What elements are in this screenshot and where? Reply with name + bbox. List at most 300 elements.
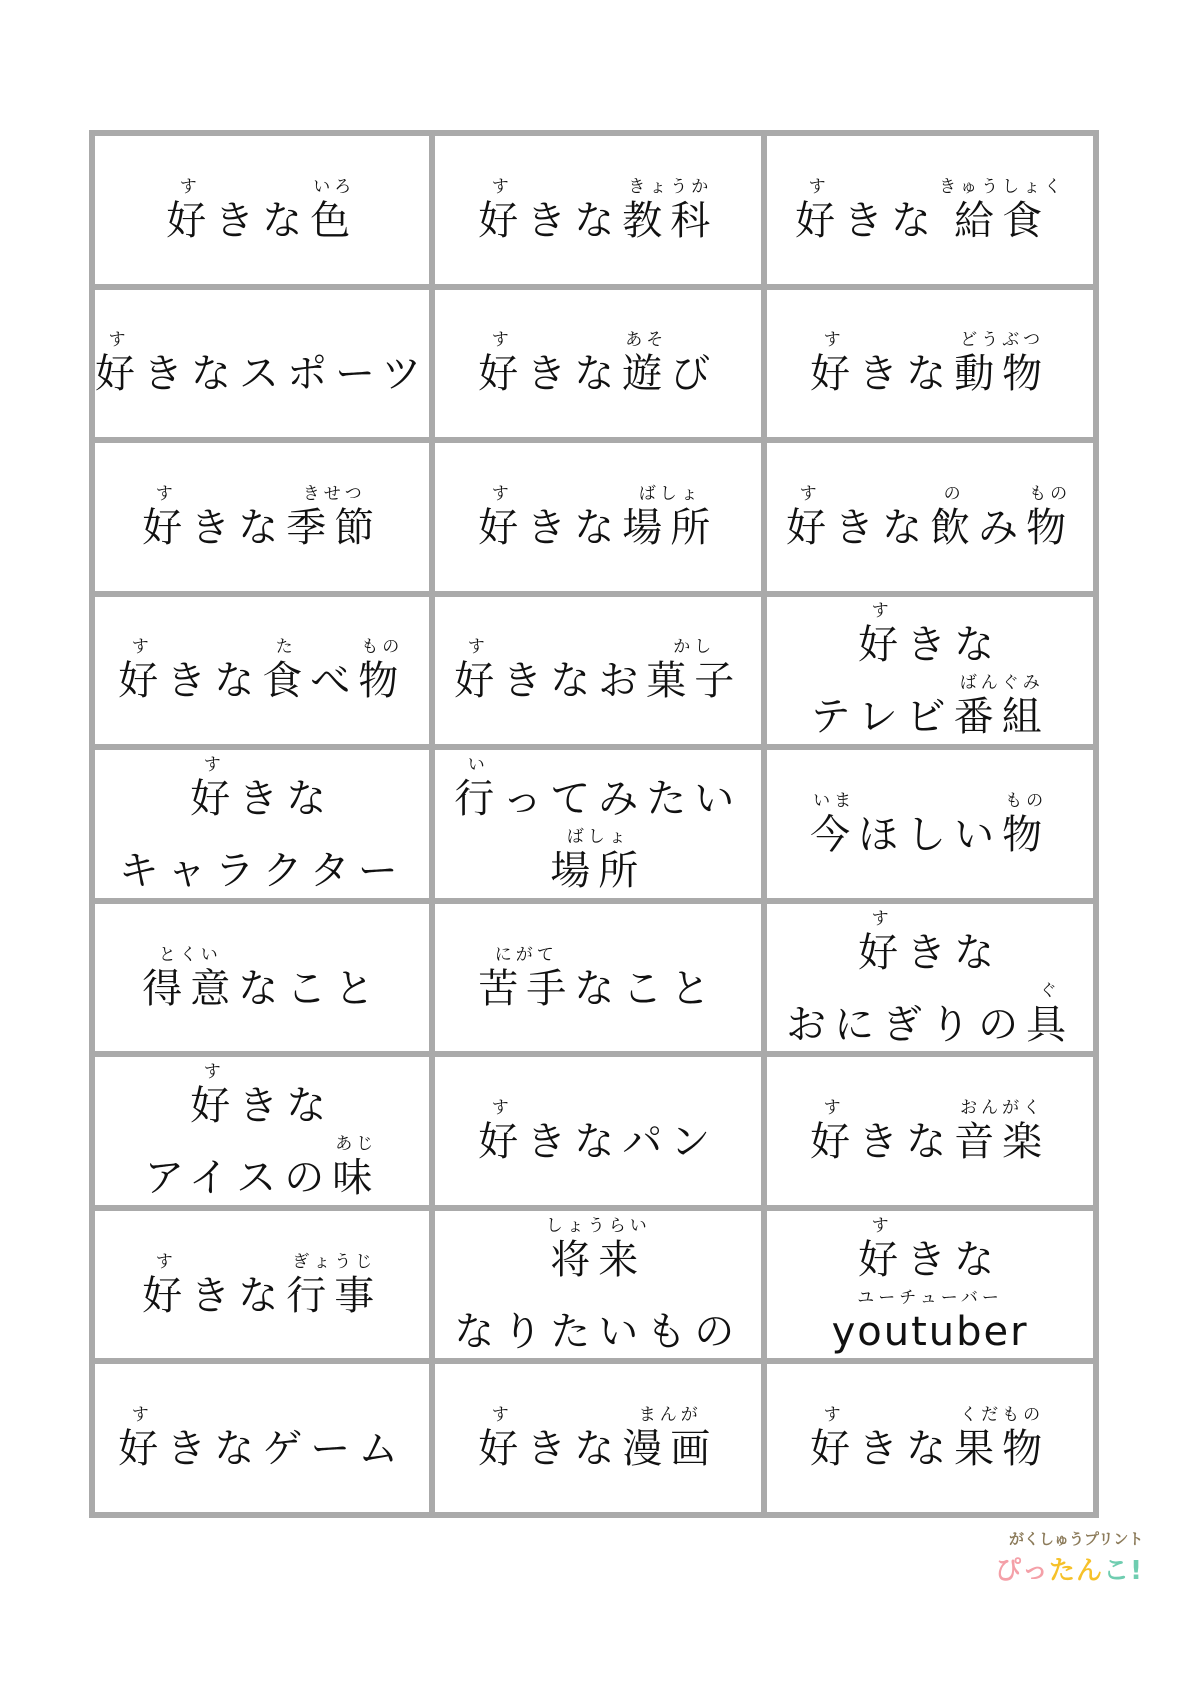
card-text-line xyxy=(810,1404,1050,1472)
furigana: あじ xyxy=(335,1134,378,1155)
card-text: 場所 xyxy=(622,504,719,551)
ruby-segment xyxy=(478,176,526,244)
card-text: 好 xyxy=(95,351,143,398)
card-text: テレビ xyxy=(810,694,954,741)
furigana xyxy=(925,790,934,812)
card-text: きな xyxy=(843,197,940,244)
logo-char: ぴ xyxy=(995,1556,1023,1586)
card-text: ってみたい xyxy=(502,775,743,822)
card-text: きな xyxy=(238,775,335,822)
card-text: おにぎりの xyxy=(786,1001,1027,1048)
card-text: 給食 xyxy=(954,197,1051,244)
ruby-segment xyxy=(930,483,978,551)
card-text: 好 xyxy=(142,504,191,551)
furigana: す xyxy=(491,1098,513,1119)
furigana xyxy=(570,329,579,351)
topic-card[interactable] xyxy=(435,1364,761,1512)
furigana xyxy=(949,1215,958,1237)
furigana xyxy=(901,329,910,351)
topic-card[interactable] xyxy=(767,1057,1093,1205)
ruby-segment xyxy=(1026,483,1074,551)
card-text: 今 xyxy=(810,811,859,858)
card-text-line xyxy=(832,1287,1029,1355)
card-text: きな xyxy=(190,1272,287,1319)
card-text: youtuber xyxy=(831,1308,1029,1355)
card-text: アイスの xyxy=(144,1155,333,1202)
topic-card[interactable] xyxy=(95,1211,429,1359)
ruby-segment xyxy=(142,483,190,551)
ruby-segment xyxy=(286,483,382,551)
text-segment xyxy=(906,1215,1002,1283)
card-text-line xyxy=(118,636,406,704)
text-segment xyxy=(858,1404,954,1472)
topic-card[interactable] xyxy=(767,1364,1093,1512)
furigana xyxy=(282,1061,291,1083)
card-text-line xyxy=(810,790,1050,858)
card-text-line xyxy=(478,176,718,244)
card-text: 好 xyxy=(810,351,859,398)
furigana xyxy=(258,176,267,198)
text-segment xyxy=(526,1404,622,1472)
card-text-line xyxy=(454,1287,742,1355)
furigana: す xyxy=(823,330,845,351)
card-grid xyxy=(89,130,1099,1518)
card-text: 物 xyxy=(1002,811,1051,858)
text-segment xyxy=(526,483,622,551)
card-text: び xyxy=(670,351,719,398)
logo-wordmark xyxy=(995,1550,1143,1587)
ruby-segment xyxy=(454,636,502,704)
text-segment xyxy=(144,1133,332,1201)
topic-card[interactable] xyxy=(95,290,429,438)
furigana xyxy=(949,908,958,930)
furigana: す xyxy=(871,601,893,622)
ruby-segment xyxy=(858,908,906,976)
card-text-line xyxy=(795,176,1065,244)
card-text: キャラクター xyxy=(118,847,406,894)
furigana: す xyxy=(491,483,513,504)
topic-card[interactable] xyxy=(435,597,761,745)
card-text: きな xyxy=(214,197,311,244)
furigana: あそ xyxy=(625,330,668,351)
ruby-segment xyxy=(190,1061,238,1129)
furigana: とくい xyxy=(158,944,222,965)
text-segment xyxy=(190,1251,286,1319)
furigana: す xyxy=(108,330,130,351)
card-text: きな xyxy=(906,1236,1003,1283)
card-text: きな xyxy=(858,351,955,398)
ruby-segment xyxy=(832,1287,1029,1355)
furigana xyxy=(690,329,699,351)
text-segment xyxy=(502,754,742,822)
card-text: きなゲーム xyxy=(166,1426,407,1473)
furigana: もの xyxy=(361,637,404,658)
topic-card[interactable] xyxy=(95,443,429,591)
furigana: す xyxy=(179,176,201,197)
brand-logo xyxy=(995,1528,1145,1590)
card-text-line xyxy=(118,1404,406,1472)
text-segment xyxy=(454,1287,742,1355)
ruby-segment xyxy=(310,176,358,244)
furigana: くだもの xyxy=(960,1405,1045,1426)
card-text-line xyxy=(858,600,1002,668)
card-text-line xyxy=(478,329,718,397)
card-text: 得意 xyxy=(142,965,239,1012)
card-text: 動物 xyxy=(954,351,1051,398)
logo-char: た xyxy=(1049,1556,1077,1586)
card-text: 好 xyxy=(858,929,907,976)
ruby-segment xyxy=(622,329,670,397)
ruby-segment xyxy=(358,636,406,704)
furigana xyxy=(306,944,315,966)
card-text: 好 xyxy=(118,1426,167,1473)
furigana xyxy=(234,483,243,505)
card-text: 物 xyxy=(1026,504,1075,551)
card-text-line xyxy=(95,329,429,397)
ruby-segment xyxy=(142,1251,190,1319)
furigana: の xyxy=(943,483,965,504)
ruby-segment xyxy=(954,329,1050,397)
ruby-segment xyxy=(939,176,1065,244)
card-text-line xyxy=(810,329,1050,397)
text-segment xyxy=(166,1404,406,1472)
furigana xyxy=(618,1097,627,1119)
furigana: かし xyxy=(673,637,716,658)
card-text-line xyxy=(119,826,406,894)
card-text: きな xyxy=(526,197,623,244)
furigana: きゅうしょく xyxy=(939,176,1066,197)
furigana: い xyxy=(467,754,489,775)
card-text: 将来 xyxy=(550,1236,647,1283)
furigana: す xyxy=(203,1062,225,1083)
topic-card[interactable] xyxy=(767,597,1093,745)
card-text: 番組 xyxy=(953,694,1050,741)
card-text: 好 xyxy=(478,1119,527,1166)
furigana: す xyxy=(871,908,893,929)
card-text: きなパン xyxy=(526,1119,719,1166)
furigana: す xyxy=(491,330,513,351)
furigana: す xyxy=(155,483,177,504)
text-segment xyxy=(238,754,334,822)
furigana: まんが xyxy=(638,1405,702,1426)
furigana: す xyxy=(808,176,830,197)
ruby-segment xyxy=(262,636,310,704)
card-text-line xyxy=(142,1251,382,1319)
furigana: ばしょ xyxy=(638,483,702,504)
ruby-segment xyxy=(118,1404,166,1472)
text-segment xyxy=(811,672,954,740)
card-text: 行事 xyxy=(286,1272,383,1319)
card-text: 好 xyxy=(478,504,527,551)
text-segment xyxy=(858,329,954,397)
topic-card[interactable] xyxy=(435,1211,761,1359)
furigana xyxy=(570,483,579,505)
furigana: もの xyxy=(1005,790,1048,811)
card-text: 好 xyxy=(118,658,167,705)
card-text-line xyxy=(810,1097,1050,1165)
ruby-segment xyxy=(550,826,646,894)
card-text: 好 xyxy=(810,1426,859,1473)
text-segment xyxy=(574,944,718,1012)
card-text: 場所 xyxy=(550,847,647,894)
topic-card[interactable] xyxy=(767,904,1093,1052)
card-text: 漫画 xyxy=(622,1426,719,1473)
topic-card[interactable] xyxy=(767,1211,1093,1359)
card-text: 物 xyxy=(358,658,407,705)
card-text: 果物 xyxy=(954,1426,1051,1473)
card-text-line xyxy=(478,1097,718,1165)
furigana: す xyxy=(131,1405,153,1426)
ruby-segment xyxy=(810,329,858,397)
card-text-line xyxy=(190,754,334,822)
card-text: きな xyxy=(526,504,623,551)
furigana: す xyxy=(823,1098,845,1119)
ruby-segment xyxy=(858,600,906,668)
card-text: 好 xyxy=(478,1426,527,1473)
card-text: 好 xyxy=(858,1236,907,1283)
text-segment xyxy=(310,636,358,704)
topic-card[interactable] xyxy=(95,750,429,898)
card-text-line xyxy=(166,176,358,244)
card-text-line xyxy=(546,1215,651,1283)
furigana xyxy=(901,1404,910,1426)
card-text: 季節 xyxy=(286,504,383,551)
ruby-segment xyxy=(954,1097,1050,1165)
card-text: きな xyxy=(858,1426,955,1473)
card-text: きなスポーツ xyxy=(143,351,430,398)
text-segment xyxy=(834,483,930,551)
furigana xyxy=(901,1097,910,1119)
furigana xyxy=(877,672,886,694)
text-segment xyxy=(143,329,429,397)
furigana xyxy=(594,1287,603,1309)
card-text: きな xyxy=(190,504,287,551)
text-segment xyxy=(670,329,718,397)
text-segment xyxy=(906,600,1002,668)
furigana: どうぶつ xyxy=(960,330,1045,351)
card-text: 教科 xyxy=(622,197,719,244)
furigana: いま xyxy=(813,790,856,811)
text-segment xyxy=(190,483,286,551)
furigana: おんがく xyxy=(960,1098,1045,1119)
text-segment xyxy=(238,1061,334,1129)
card-text: 好 xyxy=(795,197,844,244)
ruby-segment xyxy=(478,329,526,397)
card-text: きな xyxy=(906,929,1003,976)
topic-card[interactable] xyxy=(767,136,1093,284)
card-text-line xyxy=(478,944,718,1012)
text-segment xyxy=(526,1097,718,1165)
card-text: きなお xyxy=(502,658,647,705)
furigana xyxy=(949,600,958,622)
furigana: ばんぐみ xyxy=(959,673,1044,694)
card-text-line xyxy=(478,1404,718,1472)
card-text-line xyxy=(858,1215,1002,1283)
furigana xyxy=(570,636,579,658)
card-text: なりたいもの xyxy=(454,1308,743,1355)
topic-card[interactable] xyxy=(435,904,761,1052)
furigana: す xyxy=(823,1405,845,1426)
furigana: きょうか xyxy=(628,176,713,197)
logo-char: っ xyxy=(1022,1556,1050,1586)
ruby-segment xyxy=(546,1215,651,1283)
furigana xyxy=(282,329,291,351)
card-text-line xyxy=(786,483,1074,551)
furigana xyxy=(877,483,886,505)
card-text-line xyxy=(478,483,718,551)
card-text: み xyxy=(978,504,1027,551)
card-text: 行 xyxy=(454,775,503,822)
card-text: きな xyxy=(906,622,1003,669)
card-text: 好 xyxy=(142,1272,191,1319)
furigana: もの xyxy=(1029,483,1072,504)
topic-card[interactable] xyxy=(767,443,1093,591)
card-text: 菓子 xyxy=(646,658,743,705)
card-text: 苦手 xyxy=(478,965,575,1012)
logo-char: ! xyxy=(1130,1556,1143,1586)
furigana: す xyxy=(203,754,225,775)
logo-char: こ xyxy=(1103,1556,1131,1586)
topic-card[interactable] xyxy=(95,1364,429,1512)
ruby-segment xyxy=(454,754,502,822)
furigana xyxy=(257,826,266,848)
furigana xyxy=(901,980,910,1002)
ruby-segment xyxy=(166,176,214,244)
furigana: す xyxy=(131,637,153,658)
furigana xyxy=(886,176,895,198)
furigana xyxy=(282,1404,291,1426)
logo-char: ん xyxy=(1076,1556,1104,1586)
topic-card[interactable] xyxy=(435,136,761,284)
furigana: す xyxy=(155,1251,177,1272)
ruby-segment xyxy=(332,1133,380,1201)
card-text: 好 xyxy=(166,197,215,244)
ruby-segment xyxy=(646,636,742,704)
ruby-segment xyxy=(810,1404,858,1472)
ruby-segment xyxy=(478,944,574,1012)
text-segment xyxy=(526,176,622,244)
topic-card[interactable] xyxy=(95,597,429,745)
ruby-segment xyxy=(954,672,1050,740)
text-segment xyxy=(906,908,1002,976)
furigana: ばしょ xyxy=(566,826,630,847)
card-text: 好 xyxy=(478,197,527,244)
card-text-line xyxy=(142,944,382,1012)
furigana: にがて xyxy=(494,944,558,965)
card-text: 好 xyxy=(858,622,907,669)
topic-card[interactable] xyxy=(95,136,429,284)
furigana: きせつ xyxy=(302,483,366,504)
topic-card[interactable] xyxy=(767,750,1093,898)
topic-card[interactable] xyxy=(435,750,761,898)
furigana xyxy=(330,636,339,658)
card-text: 食 xyxy=(262,658,311,705)
card-text: ほしい xyxy=(858,811,1003,858)
text-segment xyxy=(786,980,1026,1048)
text-segment xyxy=(858,1097,954,1165)
card-text: きな xyxy=(238,1083,335,1130)
furigana xyxy=(570,1404,579,1426)
text-segment xyxy=(858,790,1002,858)
topic-card[interactable] xyxy=(95,1057,429,1205)
card-text: きな xyxy=(526,351,623,398)
furigana: いろ xyxy=(313,176,356,197)
text-segment xyxy=(238,944,382,1012)
card-text: 好 xyxy=(190,775,239,822)
logo-tagline: がくしゅうプリント xyxy=(1009,1530,1144,1548)
text-segment xyxy=(119,826,406,894)
topic-card[interactable] xyxy=(435,1057,761,1205)
ruby-segment xyxy=(118,636,166,704)
card-text: べ xyxy=(310,658,359,705)
ruby-segment xyxy=(478,1404,526,1472)
text-segment xyxy=(526,329,622,397)
card-text: 好 xyxy=(478,351,527,398)
text-segment xyxy=(502,636,646,704)
ruby-segment xyxy=(795,176,843,244)
furigana xyxy=(234,1251,243,1273)
furigana: す xyxy=(799,483,821,504)
ruby-segment xyxy=(1002,790,1050,858)
text-segment xyxy=(978,483,1026,551)
card-text-line xyxy=(144,1133,380,1201)
ruby-segment xyxy=(622,176,718,244)
furigana: す xyxy=(467,637,489,658)
card-text: きな xyxy=(834,504,931,551)
card-text-line xyxy=(858,908,1002,976)
ruby-segment xyxy=(1026,980,1074,1048)
card-text: きな xyxy=(858,1119,955,1166)
ruby-segment xyxy=(95,329,143,397)
topic-card[interactable] xyxy=(767,290,1093,438)
furigana: す xyxy=(491,176,513,197)
furigana: ぐ xyxy=(1039,980,1061,1001)
ruby-segment xyxy=(190,754,238,822)
ruby-segment xyxy=(954,1404,1050,1472)
card-text: 遊 xyxy=(622,351,671,398)
furigana xyxy=(282,754,291,776)
furigana xyxy=(997,483,1006,505)
card-text: なこと xyxy=(574,965,719,1012)
card-text: 具 xyxy=(1026,1001,1075,1048)
card-text-line xyxy=(454,636,742,704)
ruby-segment xyxy=(478,1097,526,1165)
ruby-segment xyxy=(622,483,718,551)
topic-card[interactable] xyxy=(95,904,429,1052)
card-text: なこと xyxy=(238,965,383,1012)
furigana xyxy=(618,754,627,776)
card-text: 音楽 xyxy=(954,1119,1051,1166)
topic-card[interactable] xyxy=(435,443,761,591)
card-text: 飲 xyxy=(930,504,979,551)
topic-card[interactable] xyxy=(435,290,761,438)
ruby-segment xyxy=(622,1404,718,1472)
card-text-line xyxy=(190,1061,334,1129)
ruby-segment xyxy=(810,790,858,858)
furigana: す xyxy=(491,1405,513,1426)
card-text: 好 xyxy=(786,504,835,551)
card-text: 好 xyxy=(810,1119,859,1166)
card-text: 味 xyxy=(332,1155,381,1202)
text-segment xyxy=(843,176,939,244)
ruby-segment xyxy=(810,1097,858,1165)
furigana xyxy=(570,176,579,198)
card-text: 色 xyxy=(310,197,359,244)
furigana xyxy=(642,944,651,966)
ruby-segment xyxy=(142,944,238,1012)
text-segment xyxy=(166,636,262,704)
card-text-line xyxy=(454,754,742,822)
